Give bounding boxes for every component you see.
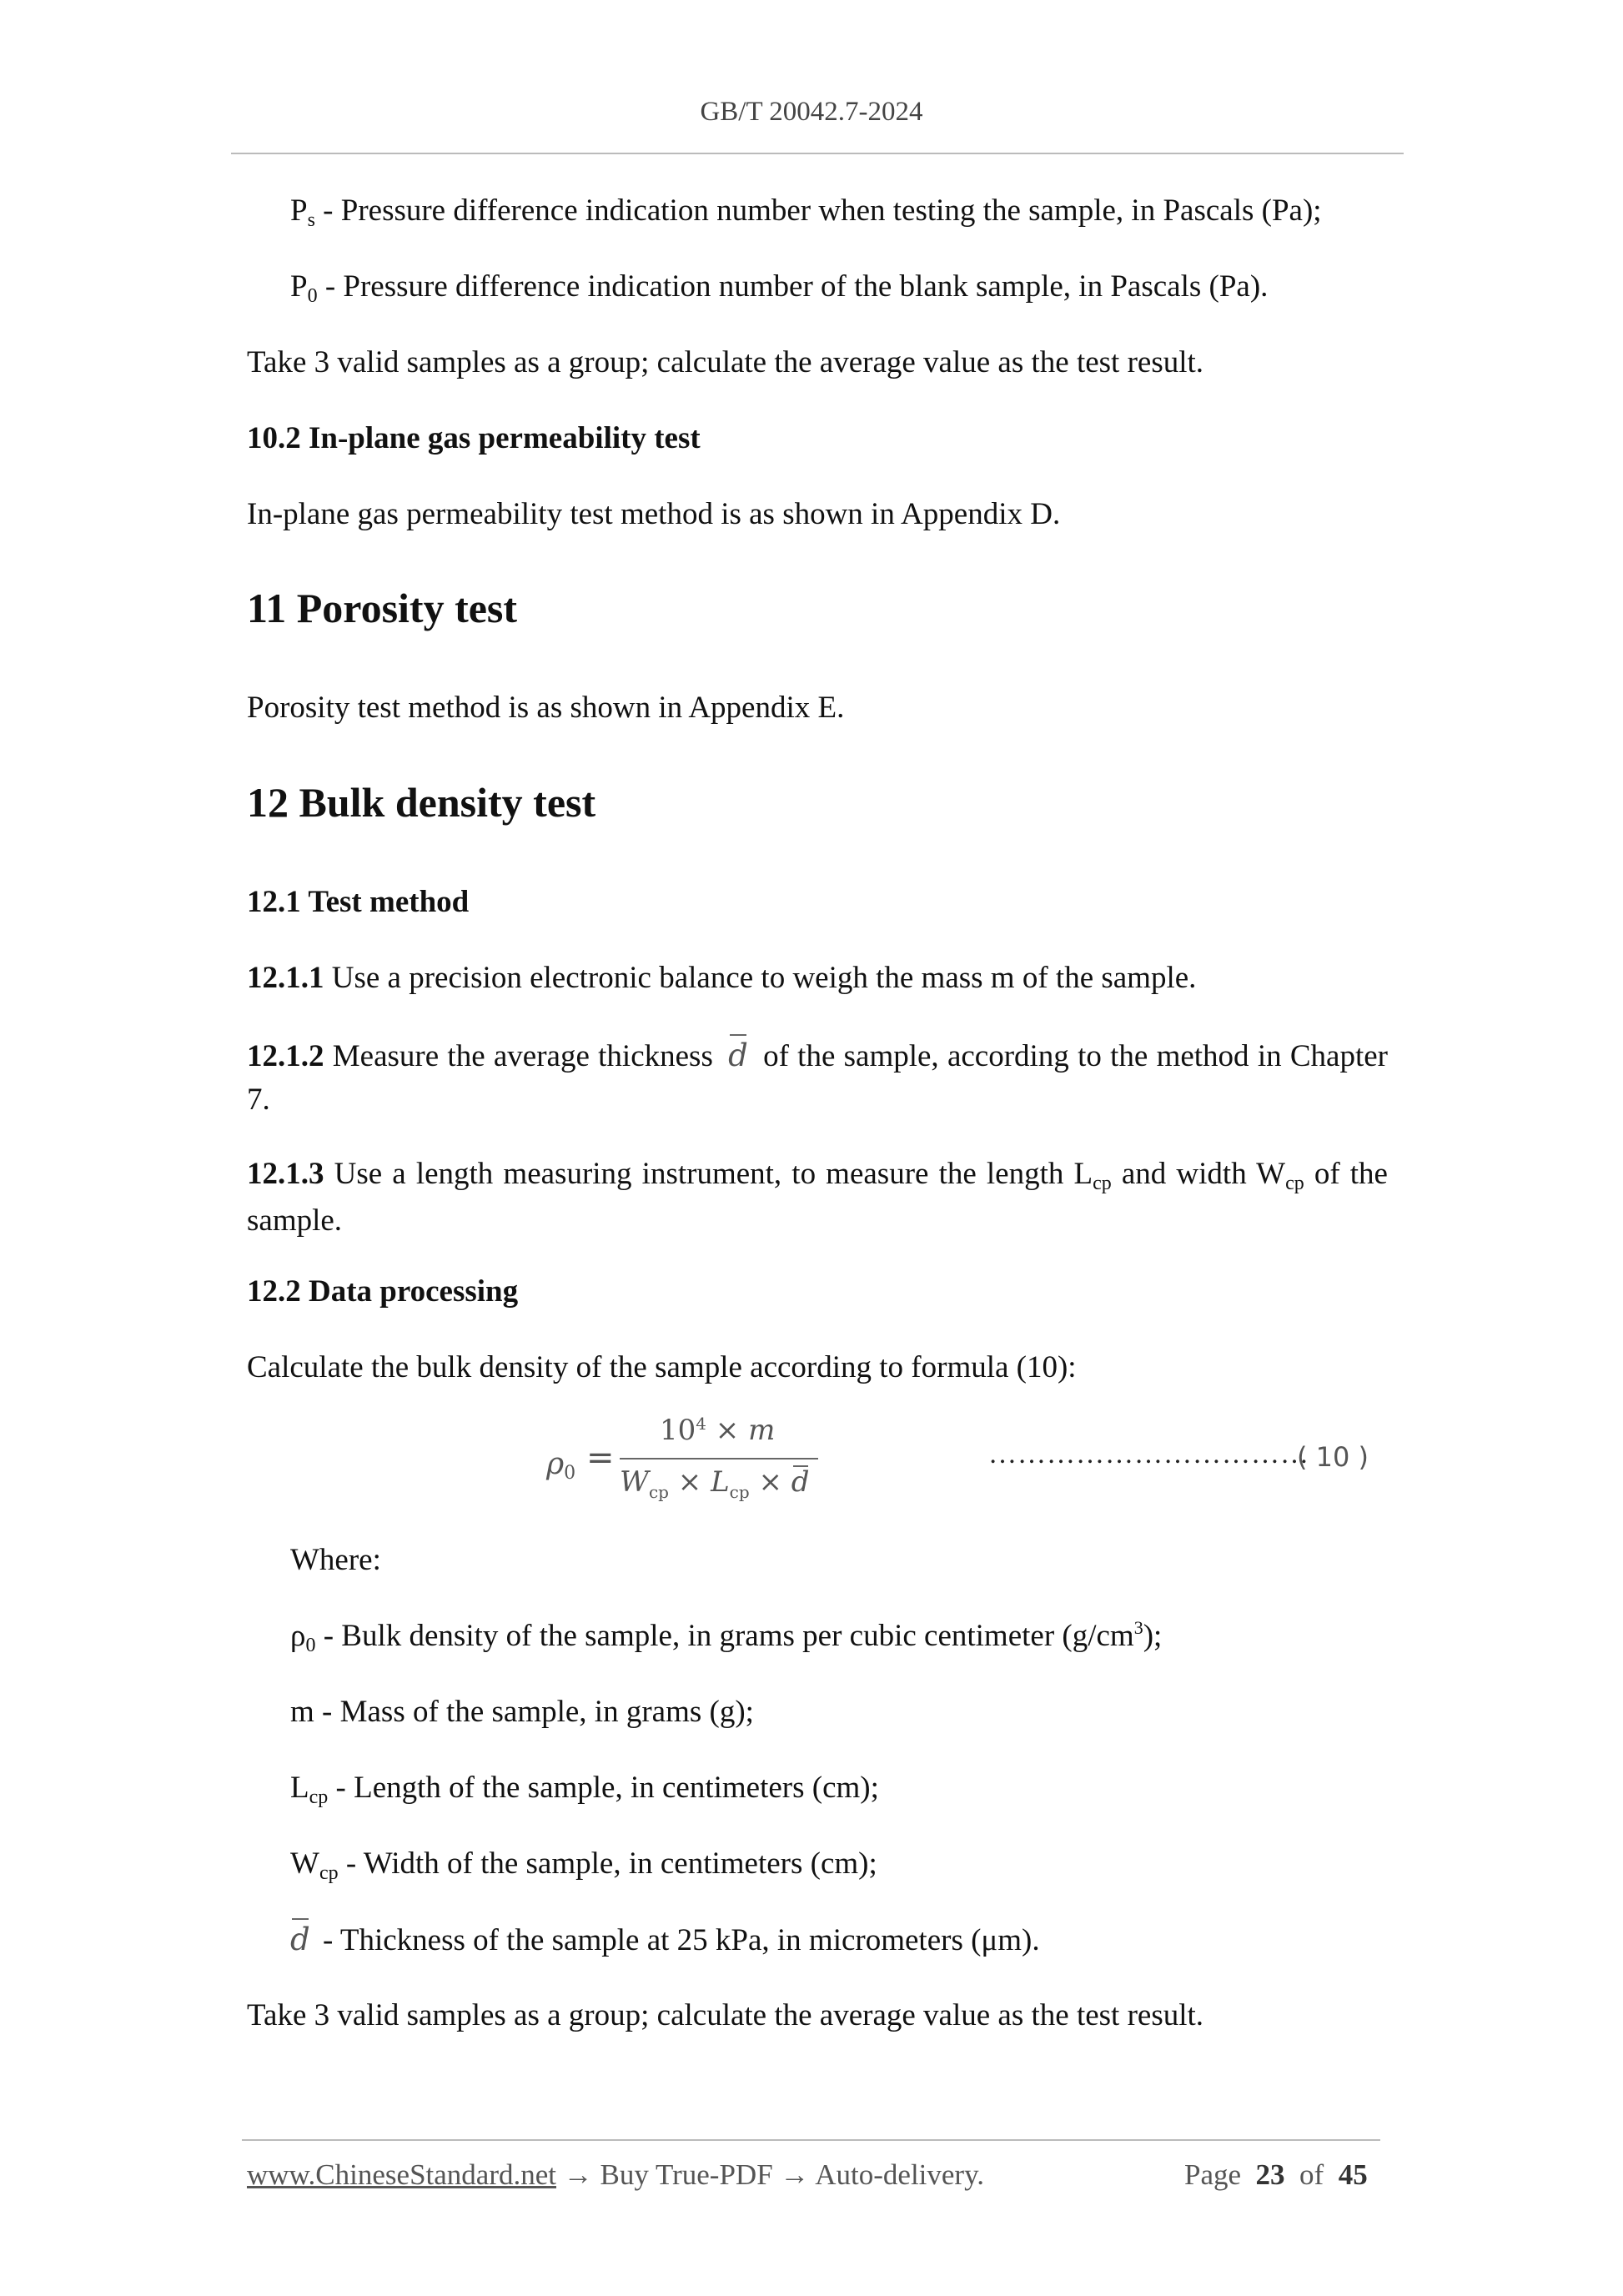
header-divider — [231, 153, 1404, 154]
clause-12-1-1: 12.1.1 Use a precision electronic balance to weigh the mass m of the sample. — [247, 961, 1197, 995]
section-11-body: Porosity test method is as shown in Appendix E. — [247, 691, 845, 725]
definition-ps: Ps - Pressure difference indication number when testing the sample, in Pascals (Pa); — [290, 193, 1322, 231]
definition-rho0: ρ0 - Bulk density of the sample, in grams per cubic centimeter $(g/cm^3)$; — [290, 1617, 1163, 1656]
definition-p0: P0 - Pressure difference indication number of the blank sample, in Pascals (Pa). — [290, 269, 1269, 307]
formula-lhs: ρ0 — [546, 1447, 576, 1484]
formula-10 — [546, 1414, 830, 1514]
d-bar-symbol: d — [290, 1918, 310, 1962]
page-total: 45 — [1338, 2158, 1368, 2191]
formula-numerator: $10^4 \times m$ — [660, 1414, 776, 1447]
document-header: GB/T 20042.7-2024 — [700, 97, 923, 127]
d-bar-symbol: d — [728, 1034, 748, 1078]
formula-equals: = — [586, 1439, 615, 1477]
clause-12-1-2: 12.1.2 Measure the average thickness d of the sample, according to the method in Chapter 7. — [247, 1034, 1388, 1122]
section-12-1-title: 12.1 Test method — [247, 885, 470, 919]
paragraph-average-result-2: Take 3 valid samples as a group; calculate the average value as the test result. — [247, 1998, 1204, 2032]
chinesestandard-link[interactable]: www.ChineseStandard.net — [247, 2158, 556, 2191]
formula-intro: Calculate the bulk density of the sample according to formula (10): — [247, 1350, 1077, 1384]
section-10-2-title: 10.2 In-plane gas permeability test — [247, 421, 701, 455]
page-number: 23 — [1255, 2158, 1285, 2191]
section-11-title: 11 Porosity test — [247, 585, 518, 631]
section-12-2-title: 12.2 Data processing — [247, 1274, 519, 1309]
definition-lcp: Lcp - Length of the sample, in centimeters (cm); — [290, 1771, 879, 1808]
where-label: Where: — [290, 1543, 381, 1577]
clause-12-1-3: 12.1.3 Use a length measuring instrument, to measure the length Lcp and width Wcp of the sample. — [247, 1157, 1388, 1238]
footer-divider — [242, 2139, 1380, 2141]
formula-denominator: $W_{cp} \times L_{cp} \times d$ — [620, 1465, 810, 1502]
paragraph-average-result: Take 3 valid samples as a group; calculate the average value as the test result. — [247, 345, 1204, 379]
definition-m: m - Mass of the sample, in grams (g); — [290, 1695, 754, 1729]
section-12-title: 12 Bulk density test — [247, 779, 596, 826]
definition-d: d - Thickness of the sample at 25 kPa, in micrometers (μm). — [290, 1918, 1040, 1962]
page-indicator: Page 23 of 45 — [1184, 2158, 1368, 2191]
formula-leader-dots: …………………………… — [988, 1439, 1309, 1470]
footer-links: www.ChineseStandard.net → Buy True-PDF → Auto-delivery. — [247, 2158, 985, 2191]
buy-true-pdf-text: Buy True-PDF — [600, 2158, 773, 2191]
fraction-bar — [620, 1458, 818, 1459]
definition-wcp: Wcp - Width of the sample, in centimeters (cm); — [290, 1846, 877, 1884]
formula-number: ( 10 ) — [1297, 1441, 1369, 1473]
section-10-2-body: In-plane gas permeability test method is as shown in Appendix D. — [247, 497, 1061, 531]
